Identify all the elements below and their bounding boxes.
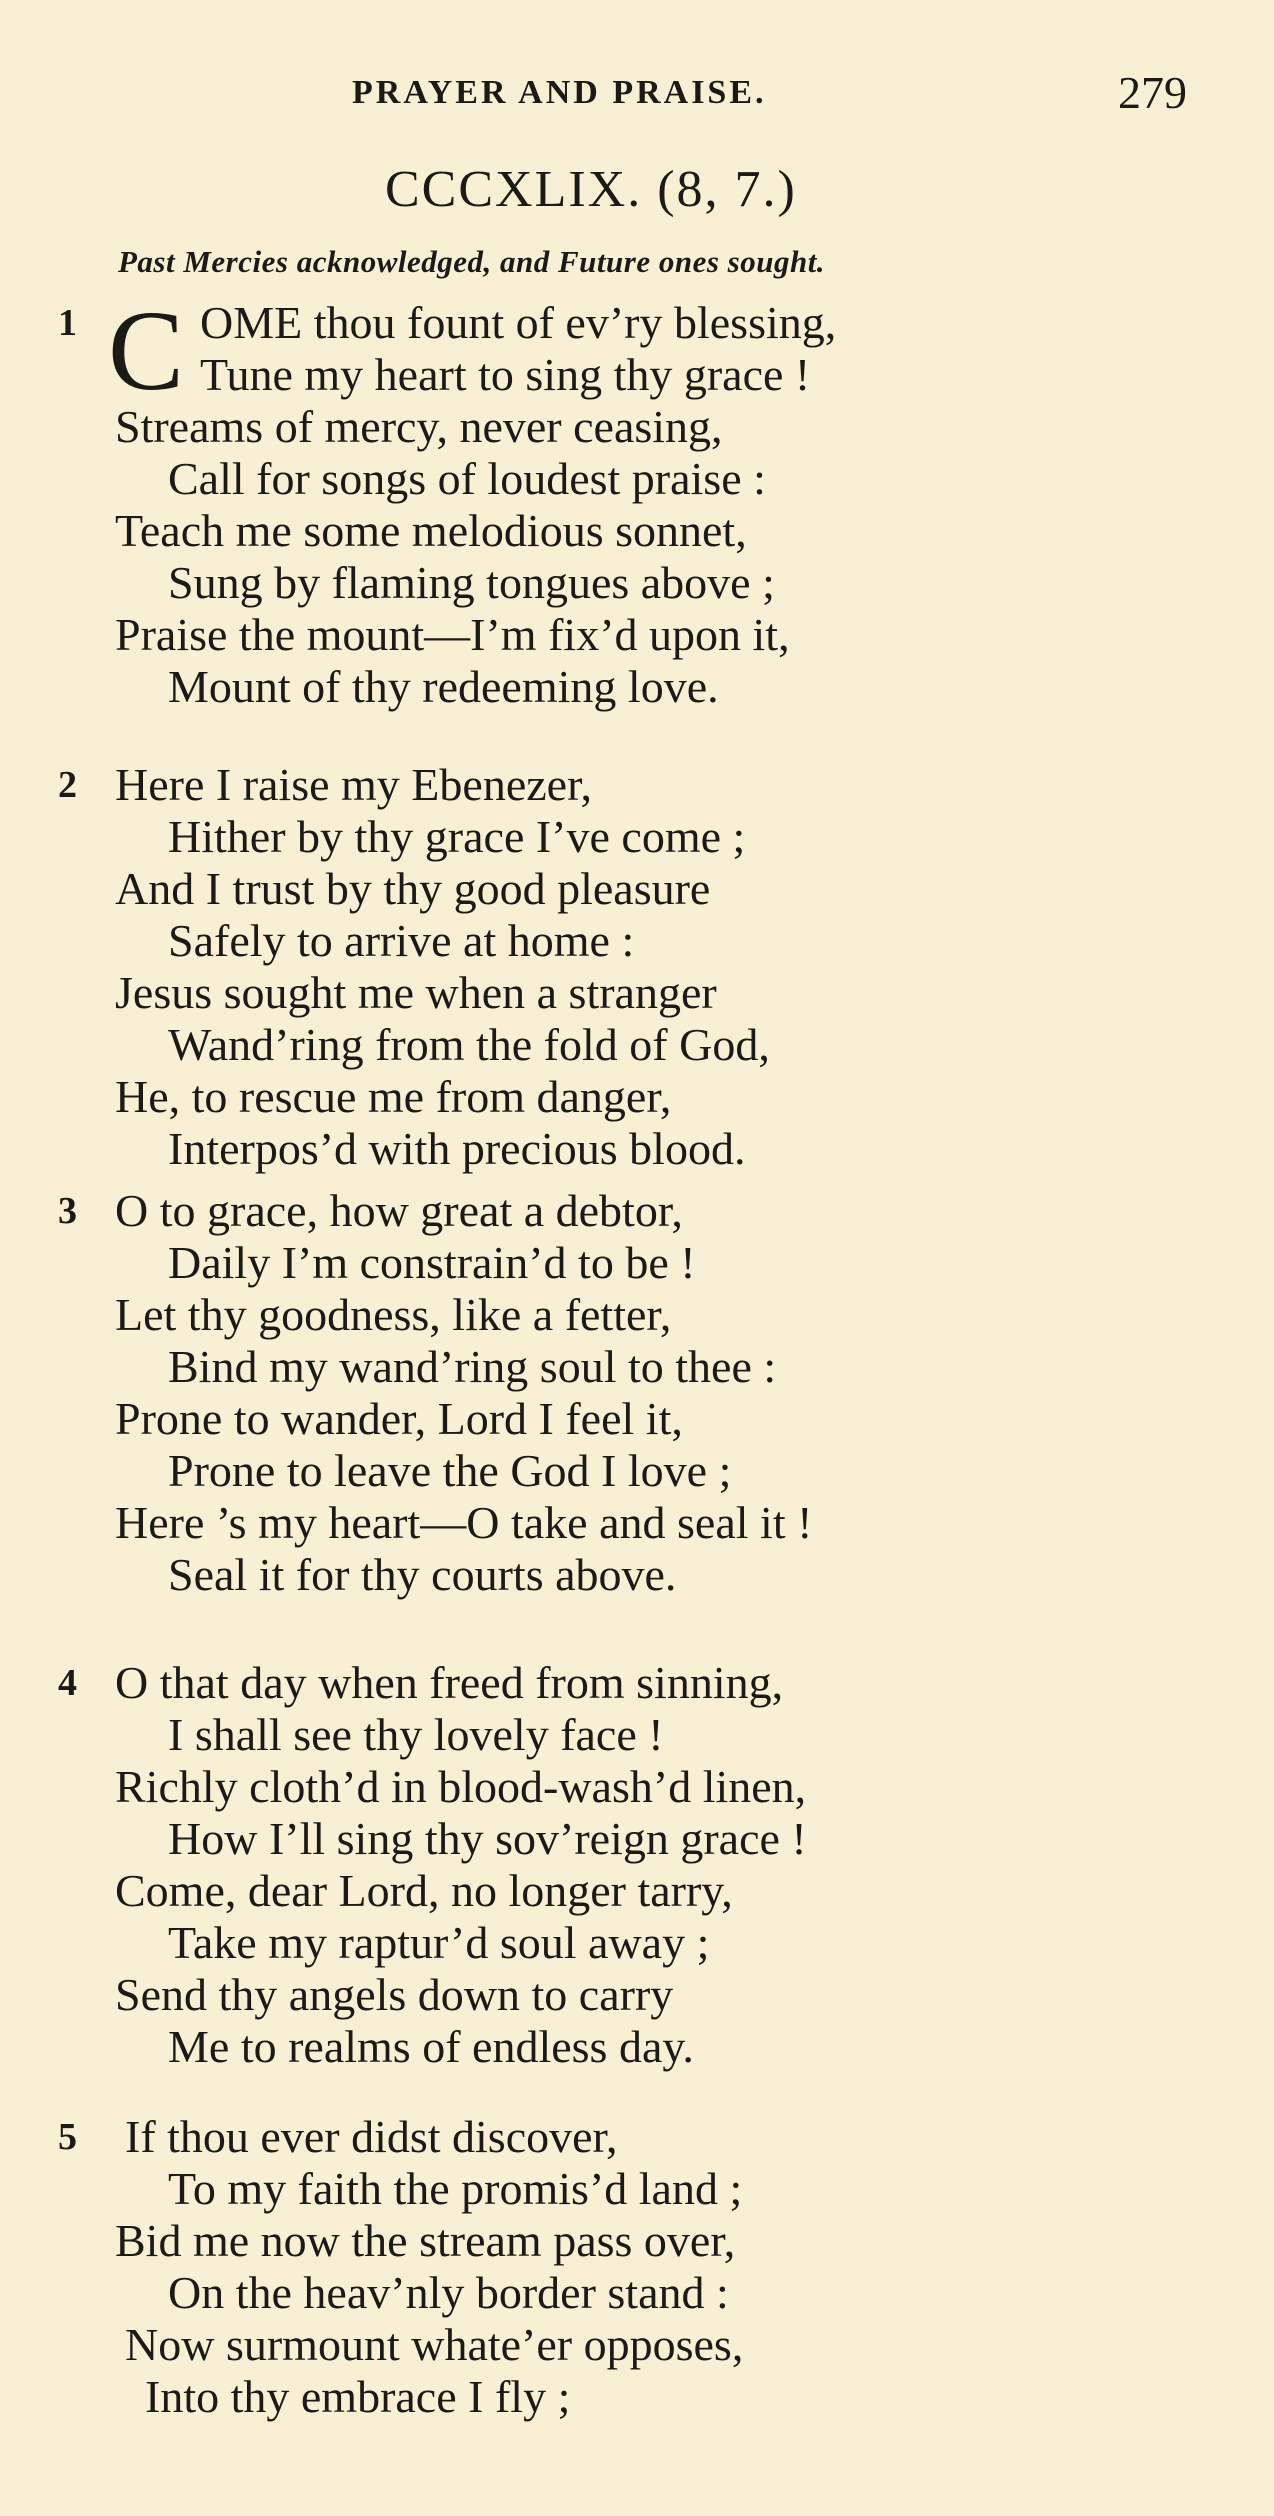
verse-line: Here ’s my heart—O take and seal it ! <box>115 1497 813 1548</box>
page-number: 279 <box>1118 67 1187 118</box>
verse-number: 3 <box>58 1190 77 1232</box>
verse-line: Sung by flaming tongues above ; <box>168 557 775 608</box>
verse-line: And I trust by thy good pleasure <box>115 863 711 914</box>
verse-line: Streams of mercy, never ceasing, <box>115 401 723 452</box>
verse-line: Hither by thy grace I’ve come ; <box>168 811 746 862</box>
running-title: PRAYER AND PRAISE. <box>352 74 767 111</box>
verse-line: How I’ll sing thy sov’reign grace ! <box>168 1813 807 1864</box>
verse-number: 5 <box>58 2116 77 2158</box>
verse-line: Richly cloth’d in blood-wash’d linen, <box>115 1761 807 1812</box>
verse-line: Call for songs of loudest praise : <box>168 453 766 504</box>
verse-line: Bid me now the stream pass over, <box>115 2215 736 2266</box>
verse-line: Let thy goodness, like a fetter, <box>115 1289 672 1340</box>
verse-number: 4 <box>58 1662 77 1704</box>
verse-line: Prone to leave the God I love ; <box>168 1445 732 1496</box>
verse-line: Safely to arrive at home : <box>168 915 635 966</box>
drop-cap: C <box>108 287 185 414</box>
verse-line: Daily I’m constrain’d to be ! <box>168 1237 696 1288</box>
verse-line: Bind my wand’ring soul to thee : <box>168 1341 777 1392</box>
verse-line: Into thy embrace I fly ; <box>145 2371 571 2422</box>
verse-line: Tune my heart to sing thy grace ! <box>200 349 811 400</box>
verse-line: Seal it for thy courts above. <box>168 1549 677 1600</box>
verse-line: Come, dear Lord, no longer tarry, <box>115 1865 733 1916</box>
verse-line: Interpos’d with precious blood. <box>168 1123 746 1174</box>
hymn-subtitle: Past Mercies acknowledged, and Future ones sought. <box>118 244 826 279</box>
running-head <box>0 66 1274 126</box>
verse-line: O that day when freed from sinning, <box>115 1657 784 1708</box>
verse-line: Praise the mount—I’m fix’d upon it, <box>115 609 790 660</box>
verse-line: If thou ever didst discover, <box>125 2111 618 2162</box>
verse-line: Me to realms of endless day. <box>168 2021 694 2072</box>
verse-line: On the heav’nly border stand : <box>168 2267 729 2318</box>
verse-number: 1 <box>58 302 77 344</box>
verse-number: 2 <box>58 764 77 806</box>
verse-line: Jesus sought me when a stranger <box>115 967 717 1018</box>
verse-line: O to grace, how great a debtor, <box>115 1185 683 1236</box>
verse-line: Teach me some melodious sonnet, <box>115 505 747 556</box>
hymn-number: CCCXLIX. (8, 7.) <box>385 161 797 218</box>
verse-line: Take my raptur’d soul away ; <box>168 1917 710 1968</box>
verse-line: Wand’ring from the fold of God, <box>168 1019 770 1070</box>
verse-line: Mount of thy redeeming love. <box>168 661 719 712</box>
verse-line: I shall see thy lovely face ! <box>168 1709 664 1760</box>
verse-line: OME thou fount of ev’ry blessing, <box>200 297 837 348</box>
verse-line: Send thy angels down to carry <box>115 1969 674 2020</box>
verse-line: Here I raise my Ebenezer, <box>115 759 593 810</box>
verse-line: To my faith the promis’d land ; <box>168 2163 743 2214</box>
verse-line: Prone to wander, Lord I feel it, <box>115 1393 683 1444</box>
verse-line: Now surmount whate’er opposes, <box>125 2319 744 2370</box>
verse-line: He, to rescue me from danger, <box>115 1071 672 1122</box>
